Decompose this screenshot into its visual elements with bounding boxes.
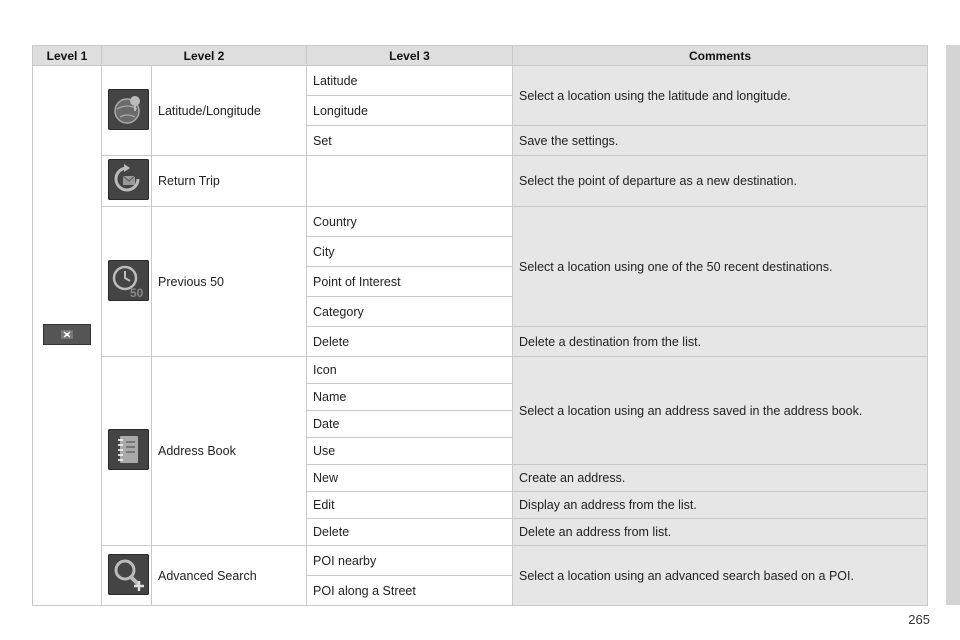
return-trip-label: Return Trip xyxy=(152,156,307,207)
poi-nearby-item: POI nearby xyxy=(307,546,513,576)
advanced-search-icon-cell xyxy=(102,546,152,606)
city-item: City xyxy=(307,237,513,267)
header-level1: Level 1 xyxy=(33,46,102,66)
address-delete-item: Delete xyxy=(307,519,513,546)
return-trip-icon-cell xyxy=(102,156,152,207)
magnifier-plus-icon xyxy=(108,554,149,595)
latlon-label: Latitude/Longitude xyxy=(152,66,307,156)
latlon-set-item: Set xyxy=(307,126,513,156)
new-comment: Create an address. xyxy=(513,465,928,492)
icon-item: Icon xyxy=(307,357,513,384)
address-book-label: Address Book xyxy=(152,357,307,546)
previous50-comment: Select a location using one of the 50 recent destinations. xyxy=(513,207,928,327)
return-trip-icon xyxy=(108,159,149,200)
page-edge-tab xyxy=(946,45,960,605)
globe-pin-icon xyxy=(108,89,149,130)
longitude-item: Longitude xyxy=(307,96,513,126)
advanced-search-label: Advanced Search xyxy=(152,546,307,606)
previous50-label: Previous 50 xyxy=(152,207,307,357)
address-book-icon-cell xyxy=(102,357,152,546)
use-item: Use xyxy=(307,438,513,465)
country-item: Country xyxy=(307,207,513,237)
clock-50-icon xyxy=(108,260,149,301)
svg-text:50: 50 xyxy=(130,285,144,300)
latlon-comment: Select a location using the latitude and longitude. xyxy=(513,66,928,126)
page-number: 265 xyxy=(908,612,930,627)
name-item: Name xyxy=(307,384,513,411)
level1-navigation-cell xyxy=(33,66,102,606)
poi-street-item: POI along a Street xyxy=(307,576,513,606)
previous50-delete-item: Delete xyxy=(307,327,513,357)
date-item: Date xyxy=(307,411,513,438)
previous50-icon-cell xyxy=(102,207,152,357)
header-level3: Level 3 xyxy=(307,46,513,66)
edit-comment: Display an address from the list. xyxy=(513,492,928,519)
new-item: New xyxy=(307,465,513,492)
navigation-menu-icon xyxy=(43,324,91,345)
edit-item: Edit xyxy=(307,492,513,519)
advanced-search-comment: Select a location using an advanced search based on a POI. xyxy=(513,546,928,606)
address-book-comment: Select a location using an address saved in the address book. xyxy=(513,357,928,465)
header-comments: Comments xyxy=(513,46,928,66)
header-level2: Level 2 xyxy=(102,46,307,66)
header-row xyxy=(33,46,928,66)
poi-item: Point of Interest xyxy=(307,267,513,297)
category-item: Category xyxy=(307,297,513,327)
latlon-set-comment: Save the settings. xyxy=(513,126,928,156)
return-trip-level3-empty xyxy=(307,156,513,207)
navigation-menu-table xyxy=(32,45,928,606)
previous50-delete-comment: Delete a destination from the list. xyxy=(513,327,928,357)
address-delete-comment: Delete an address from list. xyxy=(513,519,928,546)
address-book-icon xyxy=(108,429,149,470)
latlon-icon-cell xyxy=(102,66,152,156)
latitude-item: Latitude xyxy=(307,66,513,96)
return-trip-comment: Select the point of departure as a new destination. xyxy=(513,156,928,207)
